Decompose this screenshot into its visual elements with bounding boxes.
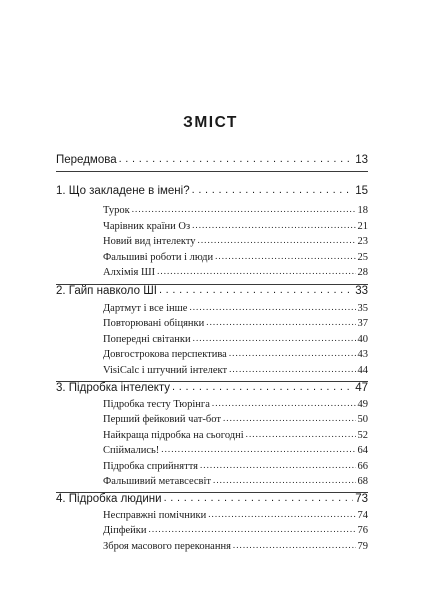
toc-entry-section bbox=[103, 221, 368, 232]
toc-entry-page: 15 bbox=[355, 185, 368, 197]
toc-entry-label: Чарівник країни Оз bbox=[103, 221, 191, 232]
toc-entry-section bbox=[103, 430, 368, 441]
toc-entry-label: Фальшивий метавсесвіт bbox=[103, 476, 212, 487]
toc-leader-dots bbox=[192, 184, 354, 196]
toc-entry-page: 73 bbox=[355, 493, 368, 505]
toc-leader-dots bbox=[164, 492, 354, 504]
toc-entry-page: 74 bbox=[357, 510, 368, 521]
toc-leader-dots bbox=[149, 524, 356, 534]
toc-entry-section bbox=[103, 334, 368, 345]
toc-leader-dots bbox=[215, 251, 355, 261]
toc-entry-section bbox=[103, 205, 368, 216]
toc-entry-preface bbox=[56, 154, 368, 166]
toc-entry-page: 76 bbox=[357, 525, 368, 536]
toc-entry-page: 43 bbox=[357, 349, 368, 360]
toc-leader-dots bbox=[189, 302, 355, 312]
toc-leader-dots bbox=[200, 460, 356, 470]
toc-entry-page: 35 bbox=[357, 303, 368, 314]
toc-entry-section bbox=[103, 525, 368, 536]
toc-leader-dots bbox=[159, 284, 353, 296]
toc-entry-section bbox=[103, 349, 368, 360]
toc-entry-label: 4. Підробка людини bbox=[56, 493, 162, 505]
toc-entry-label: Довгострокова перспектива bbox=[103, 349, 227, 360]
toc-entry-label: Турок bbox=[103, 205, 130, 216]
toc-entry-chapter-4 bbox=[56, 493, 368, 505]
toc-entry-page: 21 bbox=[357, 221, 368, 232]
toc-entry-page: 44 bbox=[357, 365, 368, 376]
toc-leader-dots bbox=[172, 381, 353, 393]
toc-entry-section bbox=[103, 267, 368, 278]
divider bbox=[56, 171, 368, 172]
toc-entry-page: 33 bbox=[355, 285, 368, 297]
toc-entry-label: Новий вид інтелекту bbox=[103, 236, 196, 247]
toc-leader-dots bbox=[246, 429, 356, 439]
toc-entry-page: 79 bbox=[357, 541, 368, 552]
toc-entry-label: Передмова bbox=[56, 154, 117, 166]
toc-entry-chapter-1 bbox=[56, 185, 368, 197]
toc-leader-dots bbox=[132, 204, 356, 214]
toc-entry-label: Спіймались! bbox=[103, 445, 160, 456]
toc-leader-dots bbox=[192, 220, 355, 230]
toc-entry-page: 28 bbox=[357, 267, 368, 278]
toc-entry-label: Підробка тесту Тюрінга bbox=[103, 399, 210, 410]
toc-entry-label: Несправжні помічники bbox=[103, 510, 207, 521]
toc-entry-label: Фальшиві роботи і люди bbox=[103, 252, 214, 263]
toc-entry-section bbox=[103, 510, 368, 521]
toc-entry-section bbox=[103, 303, 368, 314]
toc-leader-dots bbox=[229, 364, 355, 374]
toc-leader-dots bbox=[157, 266, 355, 276]
toc-entry-label: Перший фейковий чат-бот bbox=[103, 414, 221, 425]
toc-entry-page: 68 bbox=[357, 476, 368, 487]
toc-entry-section bbox=[103, 445, 368, 456]
toc-leader-dots bbox=[233, 540, 356, 550]
toc-entry-label: Повторювані обіцянки bbox=[103, 318, 205, 329]
toc-entry-section bbox=[103, 236, 368, 247]
toc-entry-section bbox=[103, 252, 368, 263]
toc-entry-section bbox=[103, 541, 368, 552]
page-title: ЗМІСТ bbox=[183, 114, 238, 131]
toc-entry-label: 3. Підробка інтелекту bbox=[56, 382, 171, 394]
toc-entry-label: Попередні світанки bbox=[103, 334, 191, 345]
toc-entry-label: Алхімія ШІ bbox=[103, 267, 156, 278]
toc-entry-label: Найкраща підробка на сьогодні bbox=[103, 430, 244, 441]
toc-entry-page: 64 bbox=[357, 445, 368, 456]
toc-entry-label: Діпфейки bbox=[103, 525, 147, 536]
toc-leader-dots bbox=[193, 333, 356, 343]
toc-leader-dots bbox=[119, 153, 354, 165]
toc-entry-label: Зброя масового переконання bbox=[103, 541, 231, 552]
toc-entry-section bbox=[103, 318, 368, 329]
toc-entry-page: 66 bbox=[357, 461, 368, 472]
toc-entry-page: 49 bbox=[357, 399, 368, 410]
toc-entry-page: 23 bbox=[357, 236, 368, 247]
toc-entry-label: VisiCalc і штучний інтелект bbox=[103, 365, 228, 376]
toc-leader-dots bbox=[206, 317, 355, 327]
toc-entry-page: 40 bbox=[357, 334, 368, 345]
toc-entry-page: 47 bbox=[355, 382, 368, 394]
toc-entry-chapter-2 bbox=[56, 285, 368, 297]
toc-entry-section bbox=[103, 461, 368, 472]
toc-leader-dots bbox=[213, 475, 355, 485]
toc-entry-chapter-3 bbox=[56, 382, 368, 394]
toc-entry-page: 13 bbox=[355, 154, 368, 166]
toc-leader-dots bbox=[223, 413, 356, 423]
toc-entry-page: 25 bbox=[357, 252, 368, 263]
toc-leader-dots bbox=[198, 235, 356, 245]
toc-entry-label: 2. Гайп навколо ШІ bbox=[56, 285, 157, 297]
toc-entry-section bbox=[103, 476, 368, 487]
toc-leader-dots bbox=[229, 348, 356, 358]
toc-entry-section bbox=[103, 414, 368, 425]
toc-leader-dots bbox=[212, 398, 356, 408]
toc-entry-label: 1. Що закладене в імені? bbox=[56, 185, 190, 197]
toc-entry-label: Підробка сприйняття bbox=[103, 461, 198, 472]
toc-entry-section bbox=[103, 399, 368, 410]
toc-entry-page: 50 bbox=[357, 414, 368, 425]
toc-entry-page: 52 bbox=[357, 430, 368, 441]
toc-entry-label: Дартмут і все інше bbox=[103, 303, 188, 314]
toc-entry-page: 18 bbox=[357, 205, 368, 216]
toc-leader-dots bbox=[161, 444, 355, 454]
toc-entry-page: 37 bbox=[357, 318, 368, 329]
toc-entry-section bbox=[103, 365, 368, 376]
toc-leader-dots bbox=[208, 509, 355, 519]
